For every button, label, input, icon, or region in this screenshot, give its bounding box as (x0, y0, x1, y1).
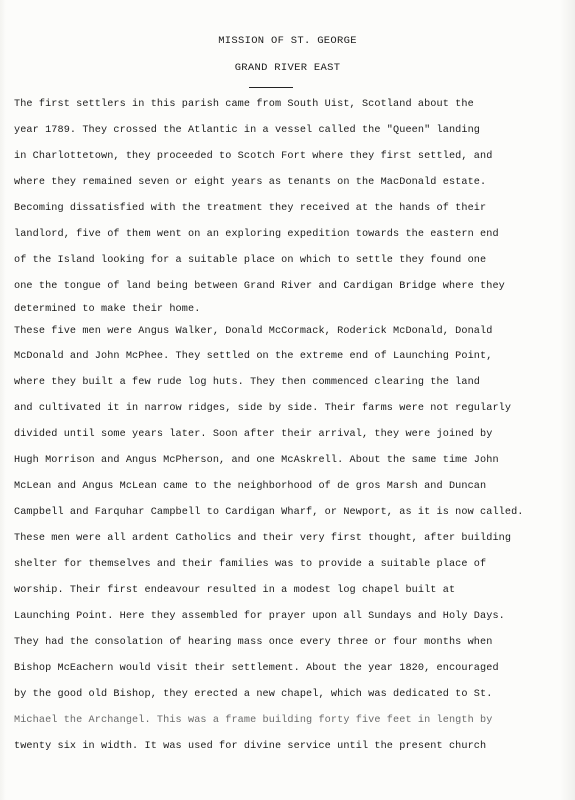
text-line-15: Hugh Morrison and Angus McPherson, and one McAskrell. About the same time John (14, 455, 499, 466)
text-line-13: and cultivated it in narrow ridges, side by side. Their farms were not regularly (14, 403, 512, 414)
text-line-26: twenty six in width. It was used for divine service until the present church (14, 741, 487, 752)
text-line-21: Launching Point. Here they assembled for prayer upon all Sundays and Holy Days. (14, 611, 505, 622)
text-line-9: determined to make their home. (14, 304, 201, 315)
text-line-19: shelter for themselves and their families was to provide a suitable place of (14, 559, 487, 570)
text-line-22: They had the consolation of hearing mass once every three or four months when (14, 637, 493, 648)
text-line-3: in Charlottetown, they proceeded to Scotch Fort where they first settled, and (14, 151, 493, 162)
text-line-5: Becoming dissatisfied with the treatment they received at the hands of their (14, 203, 487, 214)
text-line-18: These men were all ardent Catholics and their very first thought, after building (14, 533, 512, 544)
text-line-24: by the good old Bishop, they erected a new chapel, which was dedicated to St. (14, 689, 493, 700)
text-line-10: These five men were Angus Walker, Donald McCormack, Roderick McDonald, Donald (14, 326, 493, 337)
document-subtitle: GRAND RIVER EAST (234, 62, 341, 74)
text-line-17: Campbell and Farquhar Campbell to Cardigan Wharf, or Newport, as it is now called. (14, 507, 524, 518)
text-line-8: one the tongue of land being between Grand River and Cardigan Bridge where they (14, 281, 505, 292)
text-line-1: The first settlers in this parish came from South Uist, Scotland about the (14, 99, 474, 110)
text-line-14: divided until some years later. Soon after their arrival, they were joined by (14, 429, 493, 440)
text-line-12: where they built a few rude log huts. They then commenced clearing the land (14, 377, 481, 388)
text-line-6: landlord, five of them went on an exploring expedition towards the eastern end (14, 229, 499, 240)
text-line-16: McLean and Angus McLean came to the neighborhood of de gros Marsh and Duncan (14, 481, 487, 492)
document-title: MISSION OF ST. GEORGE (218, 35, 357, 47)
text-line-7: of the Island looking for a suitable place on which to settle they found one (14, 255, 487, 266)
text-line-25: Michael the Archangel. This was a frame building forty five feet in length by (14, 715, 493, 726)
text-line-4: where they remained seven or eight years as tenants on the MacDonald estate. (14, 177, 487, 188)
text-line-11: McDonald and John McPhee. They settled on the extreme end of Launching Point, (14, 351, 493, 362)
text-line-23: Bishop McEachern would visit their settlement. About the year 1820, encouraged (14, 663, 499, 674)
title-underline (249, 87, 293, 88)
text-line-2: year 1789. They crossed the Atlantic in a vessel called the "Queen" landing (14, 125, 481, 136)
text-line-20: worship. Their first endeavour resulted in a modest log chapel built at (14, 585, 456, 596)
